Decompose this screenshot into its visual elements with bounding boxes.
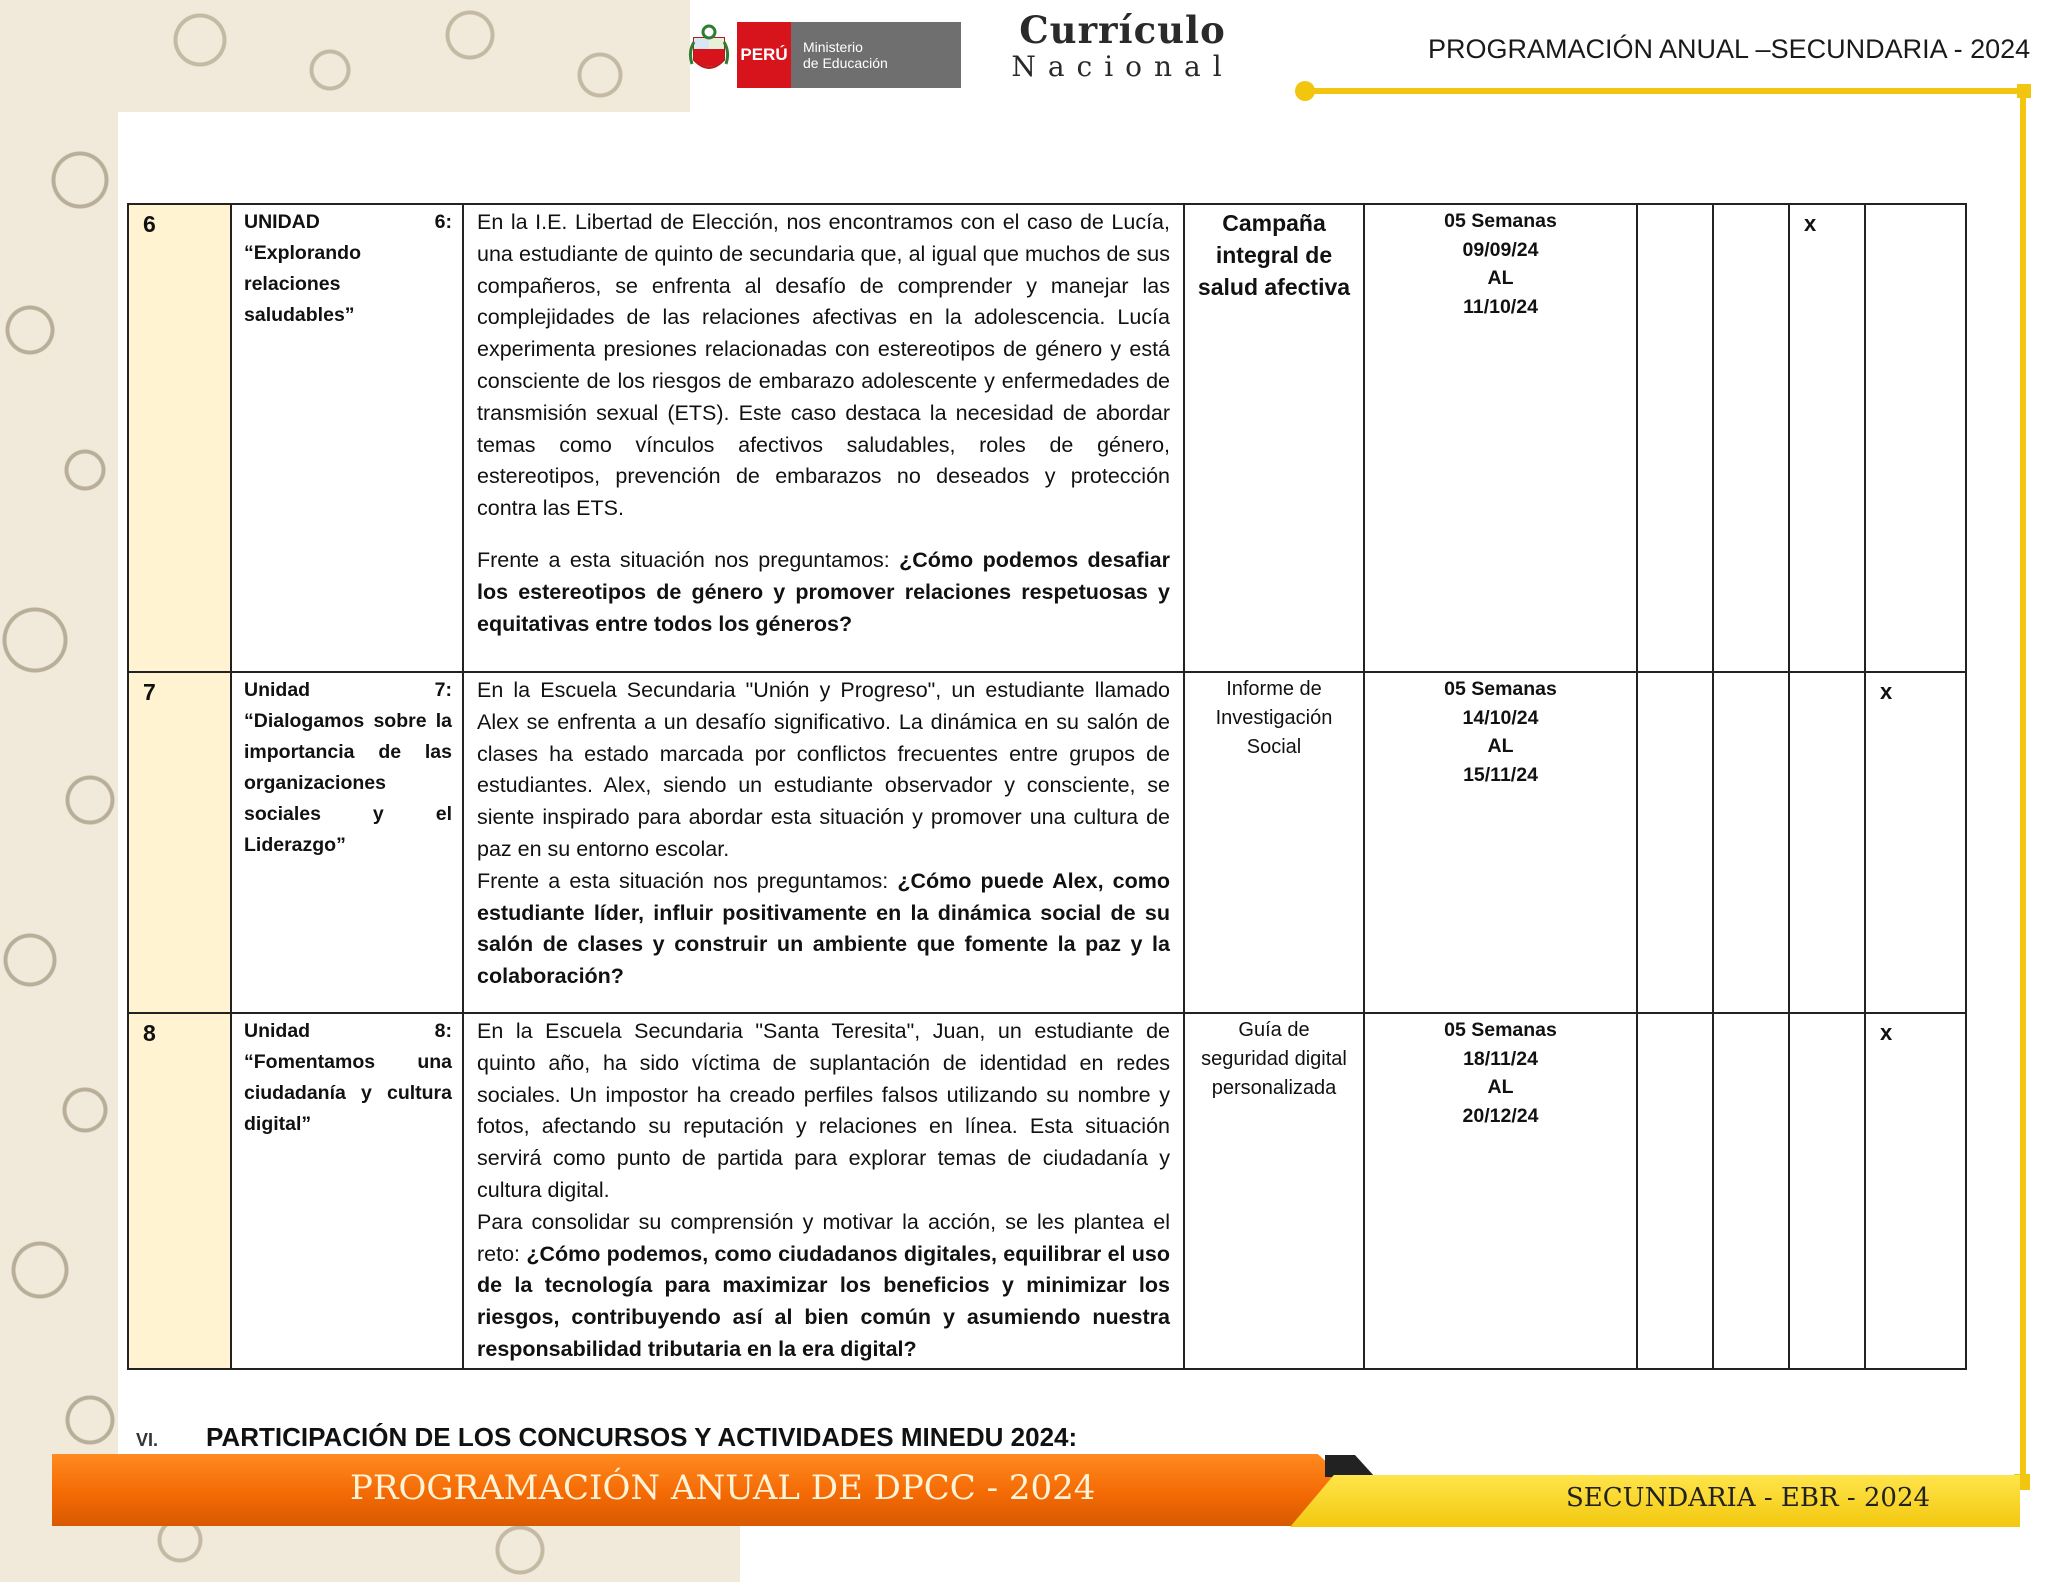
ministry-line-1: Ministerio <box>803 39 863 55</box>
mark-cell: x <box>1865 1013 1966 1369</box>
minedu-logo <box>737 22 961 88</box>
date-al: AL <box>1487 1076 1514 1098</box>
section-heading <box>136 1422 1077 1453</box>
curriculo-nacional-logo <box>1000 8 1245 82</box>
situation-text: En la I.E. Libertad de Elección, nos encontramos con el caso de Lucía, una estudiante de quinto de secundaria que, al igual que muchos de sus compañeros, se enfrenta al desafío de comprender y manejar las complejidades de las relaciones afectivas en la adolescencia. Lucía experimenta presiones relacionadas con estereotipos de género y está consciente de los riesgos de embarazo adolescente y enfermedades de transmisión sexual (ETS). Este caso destaca la necesidad de abordar temas como vínculos afectivos saludables, roles de género, estereotipos, prevención de embarazos no deseados y protección contra las ETS. <box>477 210 1170 521</box>
mark-cell <box>1865 204 1966 672</box>
unit-title-cell <box>231 1013 463 1369</box>
unit-label: Unidad <box>244 679 311 701</box>
duration-weeks: 05 Semanas <box>1444 210 1557 232</box>
unit-title: “Dialogamos sobre la importancia de las organizaciones sociales y el Liderazgo” <box>244 710 452 856</box>
page-header-title: PROGRAMACIÓN ANUAL –SECUNDARIA - 2024 <box>1428 34 2031 64</box>
situation-lead: Para consolidar su comprensión y motivar la acción, se les plantea el reto: <box>477 1209 1170 1266</box>
mark-cell <box>1789 1013 1865 1369</box>
date-al: AL <box>1487 735 1514 757</box>
duration-weeks: 05 Semanas <box>1444 1019 1557 1041</box>
unit-title: “Explorando relaciones saludables” <box>244 242 362 326</box>
unit-title: “Fomentamos una ciudadanía y cultura digital” <box>244 1051 452 1135</box>
duration-weeks: 05 Semanas <box>1444 678 1557 700</box>
situation-lead: Frente a esta situación nos preguntamos: <box>477 868 898 893</box>
unit-title-cell <box>231 672 463 1013</box>
unit-label: UNIDAD <box>244 211 320 233</box>
curriculo-logo-line-2: Nacional <box>1011 50 1234 83</box>
ministry-label <box>791 22 961 88</box>
date-to: 15/11/24 <box>1463 763 1538 786</box>
unit-number: 8 <box>128 1013 231 1369</box>
date-from: 18/11/24 <box>1463 1047 1538 1070</box>
gold-line-top <box>1305 88 2025 94</box>
mark-cell <box>1713 204 1789 672</box>
table-row <box>128 672 1966 1013</box>
product-cell: Guía de seguridad digital personalizada <box>1184 1013 1364 1369</box>
date-to: 20/12/24 <box>1462 1104 1539 1127</box>
situation-cell <box>463 1013 1184 1369</box>
gold-line-right <box>2020 94 2026 1484</box>
date-from: 14/10/24 <box>1462 706 1539 729</box>
duration-cell <box>1364 1013 1637 1369</box>
section-number: VI. <box>136 1430 159 1450</box>
mark-cell <box>1637 672 1713 1013</box>
mark-cell: x <box>1789 204 1865 672</box>
mark-cell <box>1713 1013 1789 1369</box>
situation-cell <box>463 204 1184 672</box>
situation-question: ¿Cómo podemos, como ciudadanos digitales, equilibrar el uso de la tecnología para maximizar los beneficios y minimizar los riesgos, contribuyendo así al bien común y asumiendo nuestra responsabilidad tributaria en la era digital? <box>477 1241 1171 1361</box>
mark-cell <box>1789 672 1865 1013</box>
peru-coat-of-arms-icon <box>688 24 730 82</box>
duration-cell <box>1364 672 1637 1013</box>
mark-cell <box>1637 204 1713 672</box>
unit-number: 6 <box>128 204 231 672</box>
situation-text: En la Escuela Secundaria "Unión y Progreso", un estudiante llamado Alex se enfrenta a un desafío significativo. La dinámica en su salón de clases ha estado marcada por conflictos frecuentes entre grupos de estudiantes. Alex, siendo un estudiante observador y consciente, se siente inspirado para abordar esta situación y promover una cultura de paz en su entorno escolar. <box>477 678 1170 861</box>
table-row <box>128 204 1966 672</box>
mark-cell: x <box>1865 672 1966 1013</box>
footer-right-title: SECUNDARIA - EBR - 2024 <box>1566 1483 1931 1513</box>
situation-text: En la Escuela Secundaria "Santa Teresita", Juan, un estudiante de quinto año, ha sido víctima de suplantación de identidad en redes sociales. Un impostor ha creado perfiles falsos utilizando su nombre y fotos, afectando su reputación y relaciones en línea. Esta situación servirá como punto de partida para explorar temas de ciudadanía y cultura digital. <box>477 1019 1170 1202</box>
situation-question: ¿Cómo puede Alex, como estudiante líder, influir positivamente en la dinámica social de su salón de clases y construir un ambiente que fomente la paz y la colaboración? <box>477 868 1170 989</box>
unit-label: Unidad <box>244 1020 311 1042</box>
unit-number: 7 <box>128 672 231 1013</box>
unit-label-number: 8: <box>434 1020 452 1042</box>
mark-cell <box>1637 1013 1713 1369</box>
situation-question: ¿Cómo podemos desafiar los estereotipos de género y promover relaciones respetuosas y equitativas entre todos los géneros? <box>477 547 1171 636</box>
doodle-background-left <box>0 0 125 1582</box>
unit-label-number: 6: <box>434 211 452 233</box>
table-row <box>128 1013 1966 1369</box>
date-from: 09/09/24 <box>1462 238 1539 261</box>
section-title: PARTICIPACIÓN DE LOS CONCURSOS Y ACTIVIDADES MINEDU 2024: <box>206 1422 1078 1452</box>
curriculo-logo-line-1: Currículo <box>1019 8 1226 52</box>
product-cell: Informe de Investigación Social <box>1184 672 1364 1013</box>
duration-cell <box>1364 204 1637 672</box>
mark-cell <box>1713 672 1789 1013</box>
peru-label: PERÚ <box>737 22 791 88</box>
footer-left-title: PROGRAMACIÓN ANUAL DE DPCC - 2024 <box>350 1468 1096 1508</box>
doodle-background-top <box>0 0 690 112</box>
unit-title-cell <box>231 204 463 672</box>
situation-cell <box>463 672 1184 1013</box>
ministry-line-2: de Educación <box>803 55 888 71</box>
date-to: 11/10/24 <box>1463 295 1538 318</box>
date-al: AL <box>1487 267 1514 289</box>
unit-label-number: 7: <box>434 679 452 701</box>
situation-lead: Frente a esta situación nos preguntamos: <box>477 547 900 572</box>
product-cell: Campaña integral de salud afectiva <box>1184 204 1364 672</box>
units-table <box>127 203 1967 1370</box>
